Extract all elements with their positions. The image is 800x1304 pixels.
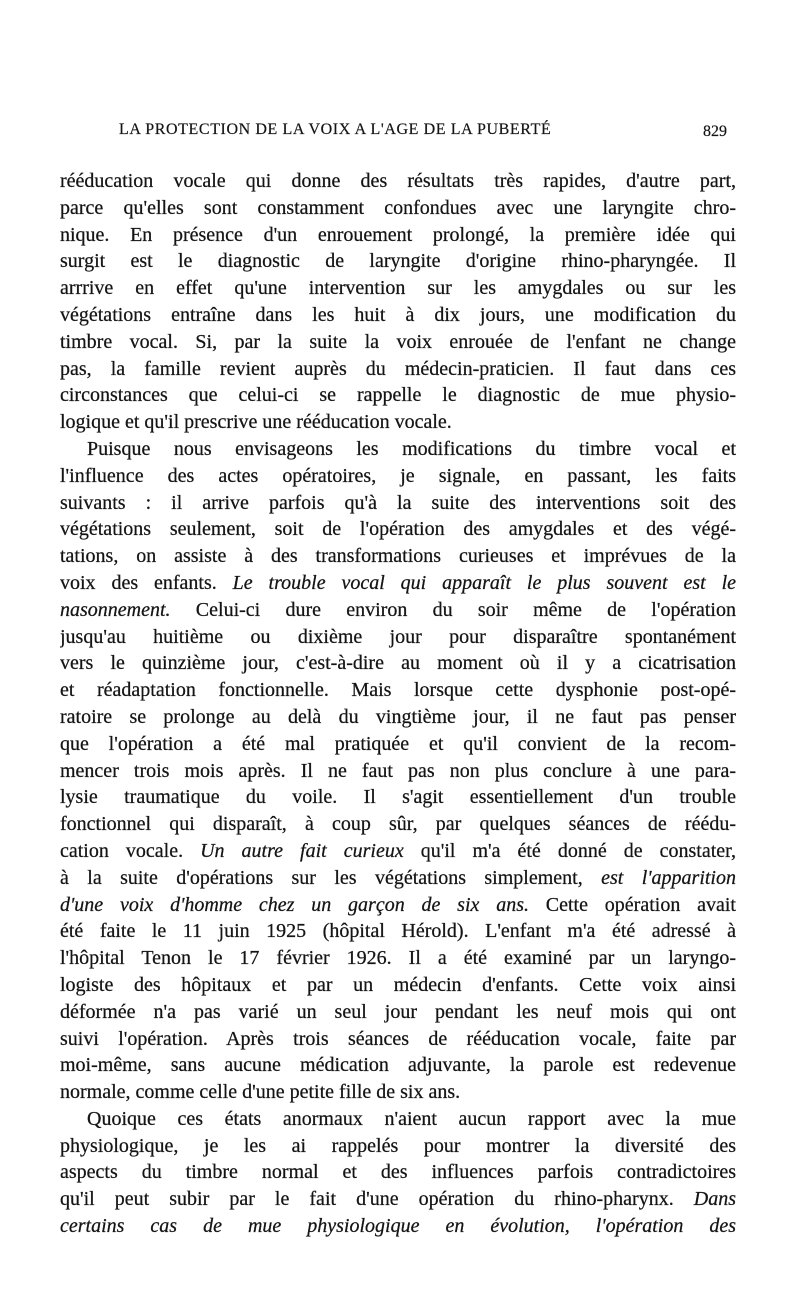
- text-line: [60, 1186, 736, 1213]
- italic-segment: Le trouble vocal qui apparaît le plus souvent est le: [232, 571, 736, 594]
- page-number: 829: [703, 123, 727, 140]
- text-line: végétations seulement, soit de l'opération des amygdales et des végé-: [60, 518, 736, 541]
- body-text: [60, 168, 736, 1240]
- text-line: ratoire se prolonge au delà du vingtième jour, il ne faut pas penser: [60, 705, 736, 728]
- text-line: l'influence des actes opératoires, je signale, en passant, les faits: [60, 464, 736, 487]
- text-line: que l'opération a été mal pratiquée et qu'il convient de la recom-: [60, 732, 736, 755]
- text-segment: Cette opération avait: [528, 893, 736, 916]
- text-segment: cation vocale.: [60, 839, 201, 862]
- text-line: [60, 597, 736, 624]
- text-line: aspects du timbre normal et des influences parfois contradictoires: [60, 1161, 736, 1184]
- text-line: et réadaptation fonctionnelle. Mais lorsque cette dysphonie post-opé-: [60, 679, 736, 702]
- text-line: [60, 892, 736, 919]
- paragraph: [60, 436, 736, 1106]
- text-line: l'hôpital Tenon le 17 février 1926. Il a été examiné par un laryngo-: [60, 947, 736, 970]
- text-line: suivi l'opération. Après trois séances de rééducation vocale, faite par: [60, 1027, 736, 1050]
- text-line: Quoique ces états anormaux n'aient aucun rapport avec la mue: [87, 1107, 736, 1130]
- text-line: végétations entraîne dans les huit à dix jours, une modification du: [60, 303, 736, 326]
- text-line: mencer trois mois après. Il ne faut pas non plus conclure à une para-: [60, 759, 736, 782]
- italic-segment: certains cas de mue physiologique en évolution, l'opération des: [60, 1215, 736, 1238]
- text-line: [60, 1213, 736, 1240]
- text-line: suivants : il arrive parfois qu'à la suite des interventions soit des: [60, 491, 736, 514]
- text-line: logiste des hôpitaux et par un médecin d'enfants. Cette voix ainsi: [60, 973, 736, 996]
- text-segment: qu'il peut subir par le fait d'une opération du rhino-pharynx.: [60, 1188, 694, 1211]
- italic-segment: d'une voix d'homme chez un garçon de six ans.: [60, 893, 529, 916]
- text-line: [60, 570, 736, 597]
- text-line: [60, 838, 736, 865]
- italic-segment: est l'apparition: [601, 866, 736, 889]
- text-line: surgit est le diagnostic de laryngite d'origine rhino-pharyngée. Il: [60, 250, 736, 273]
- text-line: rééducation vocale qui donne des résultats très rapides, d'autre part,: [60, 170, 736, 192]
- text-line: Puisque nous envisageons les modifications du timbre vocal et: [87, 437, 736, 460]
- text-line: timbre vocal. Si, par la suite la voix enrouée de l'enfant ne change: [60, 330, 736, 353]
- text-line: circonstances que celui-ci se rappelle le diagnostic de mue physio-: [60, 384, 736, 407]
- running-head-title: LA PROTECTION DE LA VOIX A L'AGE DE LA PUBERTÉ: [119, 121, 552, 138]
- text-line: normale, comme celle d'une petite fille de six ans.: [60, 1081, 461, 1104]
- text-line: fonctionnel qui disparaît, à coup sûr, par quelques séances de réédu-: [60, 813, 736, 836]
- paragraph: [60, 168, 736, 436]
- text-line: été faite le 11 juin 1925 (hôpital Hérold). L'enfant m'a été adressé à: [60, 920, 736, 943]
- text-line: physiologique, je les ai rappelés pour montrer la diversité des: [60, 1134, 736, 1157]
- text-line: jusqu'au huitième ou dixième jour pour disparaître spontanément: [60, 625, 736, 648]
- italic-segment: nasonnement.: [60, 598, 171, 621]
- italic-segment: Dans: [693, 1188, 736, 1211]
- text-line: moi-même, sans aucune médication adjuvante, la parole est redevenue: [60, 1054, 736, 1077]
- paragraph: [60, 1106, 736, 1240]
- text-segment: voix des enfants.: [60, 571, 233, 594]
- text-segment: Celui-ci dure environ du soir même de l'opération: [170, 598, 736, 621]
- text-line: lysie traumatique du voile. Il s'agit essentiellement d'un trouble: [60, 786, 736, 809]
- text-segment: qu'il m'a été donné de constater,: [403, 839, 736, 862]
- text-line: arrrive en effet qu'une intervention sur les amygdales ou sur les: [60, 277, 736, 300]
- italic-segment: Un autre fait curieux: [200, 839, 404, 862]
- text-line: parce qu'elles sont constamment confondues avec une laryngite chro-: [60, 196, 736, 219]
- text-line: logique et qu'il prescrive une rééducation vocale.: [60, 411, 452, 434]
- text-line: vers le quinzième jour, c'est-à-dire au moment où il y a cicatrisation: [60, 652, 736, 675]
- text-line: tations, on assiste à des transformations curieuses et imprévues de la: [60, 545, 736, 568]
- text-line: [60, 865, 736, 892]
- text-line: pas, la famille revient auprès du médecin-praticien. Il faut dans ces: [60, 357, 736, 380]
- text-line: nique. En présence d'un enrouement prolongé, la première idée qui: [60, 223, 736, 246]
- text-line: déformée n'a pas varié un seul jour pendant les neuf mois qui ont: [60, 1000, 736, 1023]
- text-segment: à la suite d'opérations sur les végétations simplement,: [60, 866, 602, 889]
